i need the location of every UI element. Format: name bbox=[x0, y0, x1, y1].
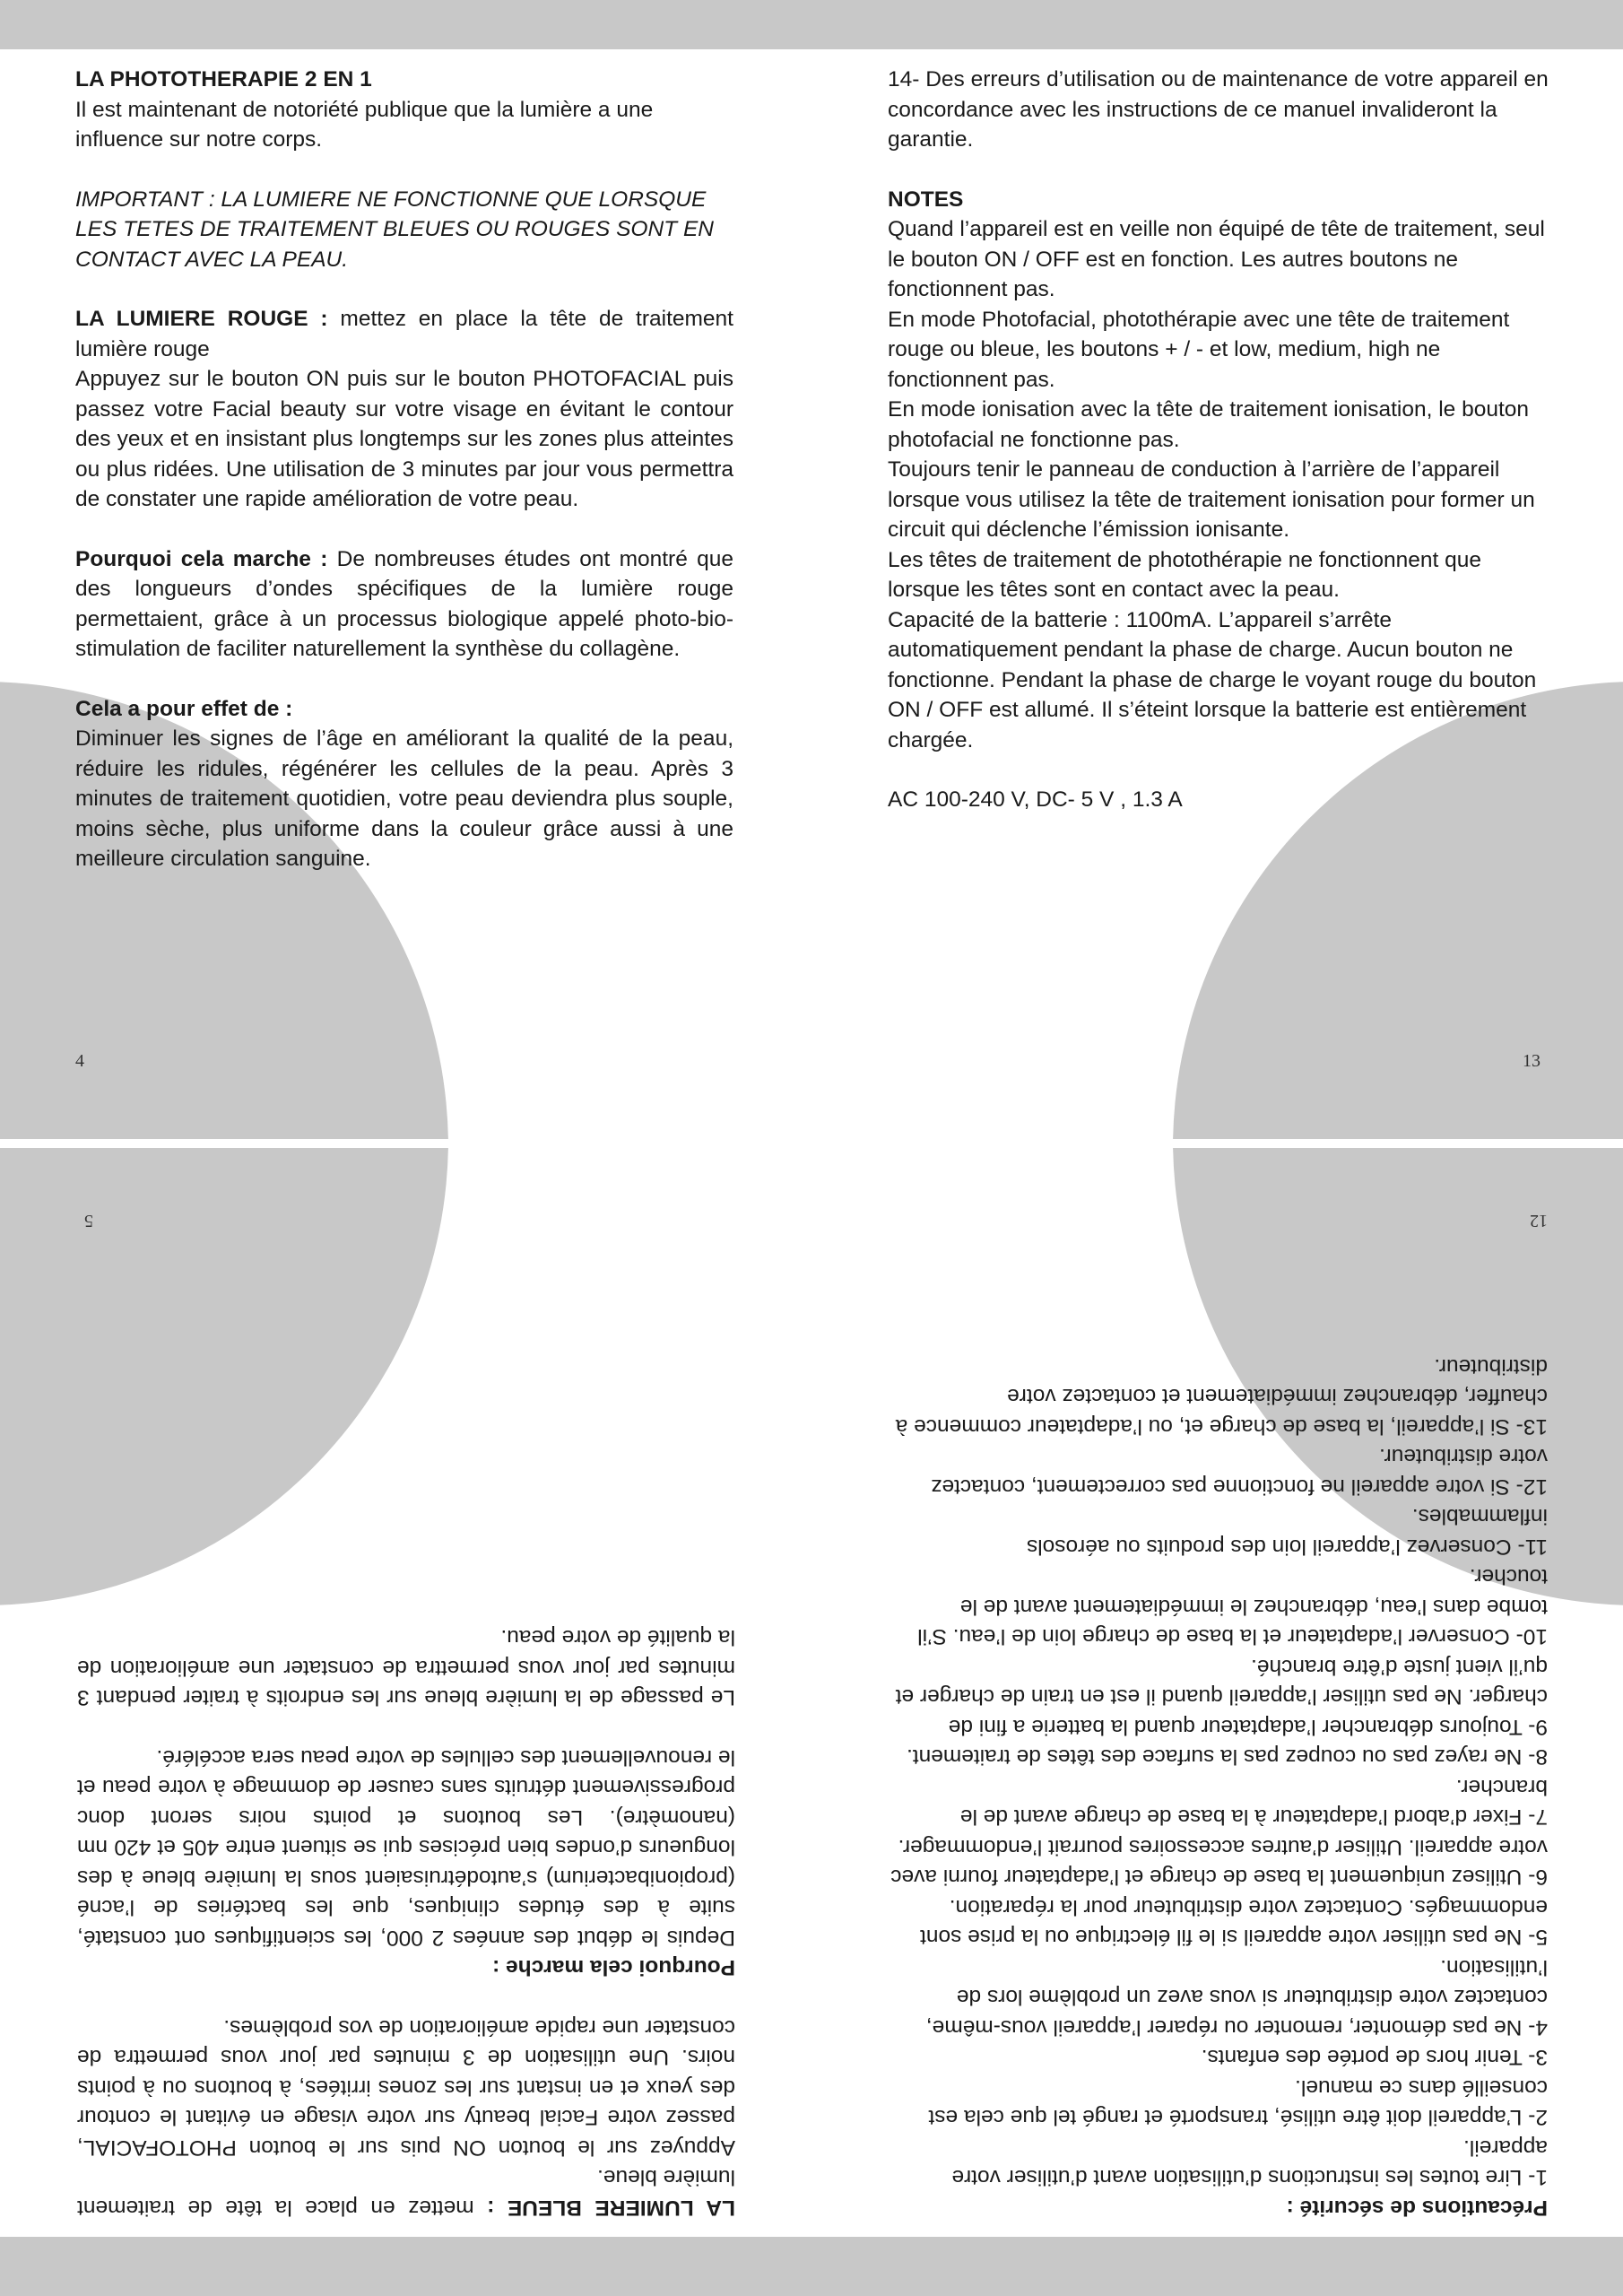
page-number-13: 13 bbox=[1523, 1051, 1541, 1071]
red-light-setup: mettez en place la tête de traitement lumière rouge bbox=[75, 307, 733, 361]
precaution-item: 10- Conserver l’adaptateur et la base de charge loin de l’eau. S’il tombe dans l’eau, débranchez le immédiatement avant de le toucher. bbox=[917, 1564, 1548, 1649]
precautions-heading: Précautions de sécurité : bbox=[1286, 2196, 1548, 2220]
blue-light-setup: mettez en place la tête de traitement lumière bleue. bbox=[77, 2165, 735, 2220]
note-item: Quand l’appareil est en veille non équipé de tête de traitement, seul le bouton ON / OFF est en fonction. Les autres boutons ne fonctionnent pas. bbox=[888, 217, 1545, 301]
red-light-heading: LA LUMIERE ROUGE : bbox=[75, 307, 328, 331]
page-4-column bbox=[75, 65, 733, 904]
precaution-item: 1- Lire toutes les instructions d’utilisation avant d’utiliser votre appareil. bbox=[951, 2135, 1548, 2190]
phototherapie-title: LA PHOTOTHERAPIE 2 EN 1 bbox=[75, 67, 372, 91]
blue-light-section bbox=[77, 2013, 735, 2223]
precaution-item: 7- Fixer d’abord l’adaptateur à la base de charge avant de le brancher. bbox=[959, 1775, 1548, 1830]
precaution-item: 3- Tenir hors de portée des enfants. bbox=[1201, 2045, 1548, 2070]
precaution-item: 4- Ne pas démonter, remonter ou réparer l’appareil vous-même, contactez votre distributeur si vous avez un problème lors de l’utilisation. bbox=[925, 1955, 1548, 2039]
precaution-item: 8- Ne rayez pas ou coupez pas la surface des têtes de traitement. bbox=[907, 1744, 1548, 1770]
important-note: IMPORTANT : LA LUMIERE NE FONCTIONNE QUE LORSQUE LES TETES DE TRAITEMENT BLEUES OU ROUGES SONT EN CONTACT AVEC LA PEAU. bbox=[75, 187, 714, 272]
precaution-item: 5- Ne pas utiliser votre appareil si le fil électrique ou la prise sont endommagés. Contactez votre distributeur pour la réparation. bbox=[920, 1895, 1548, 1950]
fold-line bbox=[0, 1139, 1623, 1148]
red-why-text: De nombreuses études ont montré que des longueurs d’ondes spécifiques de la lumière rouge permettaient, grâce à un processus biologique appelé photo-bio-stimulation de faciliter naturellement la synthèse du collagène. bbox=[75, 546, 734, 661]
note-item: En mode Photofacial, photothérapie avec une tête de traitement rouge ou bleue, les boutons + / - et low, medium, high ne fonctionnent pas. bbox=[888, 307, 1510, 392]
notes-heading: NOTES bbox=[888, 187, 964, 212]
page-5-column bbox=[77, 1593, 735, 2222]
page-12-column bbox=[890, 1322, 1548, 2223]
red-why-heading: Pourquoi cela marche : bbox=[75, 546, 328, 571]
blue-why-heading: Pourquoi cela marche : bbox=[492, 1955, 735, 1980]
phototherapie-intro: Il est maintenant de notoriété publique que la lumière a une influence sur notre corps. bbox=[75, 97, 654, 152]
top-spread bbox=[0, 0, 1623, 1139]
red-why-section bbox=[75, 544, 733, 665]
page-13-column bbox=[888, 65, 1551, 845]
red-light-usage: Appuyez sur le bouton ON puis sur le bouton PHOTOFACIAL puis passez votre Facial beauty sur votre visage en évitant le contour des yeux et en insistant plus longtemps sur les zones plus atteintes ou plus ridées. Une utilisation de 3 minutes par jour vous permettra de constater une rapide amélioration de votre peau. bbox=[75, 367, 733, 511]
page-number-12: 12 bbox=[1530, 1211, 1548, 1231]
note-item: Les têtes de traitement de photothérapie ne fonctionnent que lorsque les têtes sont en contact avec la peau. bbox=[888, 547, 1481, 602]
precaution-item: 9- Toujours débrancher l’adaptateur quand la batterie a fini de charger. Ne pas utiliser l’appareil quand il est en train de charger et qu’il vient juste d’être branché. bbox=[895, 1655, 1548, 1739]
page-number-5: 5 bbox=[84, 1211, 93, 1231]
precaution-item: 2- L’appareil doit être utilisé, transporté et rangé tel que cela est conseillé dans ce manuel. bbox=[928, 2075, 1548, 2130]
bottom-spread-upside-down bbox=[0, 1148, 1623, 2287]
warranty-item-14: 14- Des erreurs d’utilisation ou de maintenance de votre appareil en concordance avec les instructions de ce manuel invalideront la garantie. bbox=[888, 67, 1549, 152]
note-item: Capacité de la batterie : 1100mA. L’appareil s’arrête automatiquement pendant la phase de charge. Aucun bouton ne fonctionne. Pendant la phase de charge le voyant rouge du bouton ON / OFF est allumé. Il s’éteint lorsque la batterie est entièrement chargée. bbox=[888, 607, 1537, 752]
precaution-item: 12- Si votre appareil ne fonctionne pas correctement, contactez votre distributeur. bbox=[931, 1444, 1548, 1499]
precautions-section bbox=[890, 1352, 1548, 2223]
blue-light-usage: Appuyez sur le bouton ON puis sur le bouton PHOTOFACIAL, passez votre Facial beauty sur votre visage en évitant le contour des yeux et en instant sur les zones irritées, à boutons ou à points noirs. Une utilisation de 3 minutes par jour vous permettra de constater une rapide amélioration de vos problèmes. bbox=[77, 2015, 735, 2160]
precaution-item: 13- Si l’appareil, la base de charge et, ou l’adaptateur commence à chauffer, débranchez immédiatement et contactez votre distributeur. bbox=[895, 1354, 1548, 1439]
power-spec: AC 100-240 V, DC- 5 V , 1.3 A bbox=[888, 787, 1183, 812]
precaution-item: 6- Utilisez uniquement la base de charge et l’adaptateur fourni avec votre appareil. Utiliser d’autres accessoires pourrait l’endommager. bbox=[890, 1835, 1548, 1890]
red-light-section bbox=[75, 304, 733, 515]
note-item: En mode ionisation avec la tête de traitement ionisation, le bouton photofacial ne fonctionne pas. bbox=[888, 397, 1530, 452]
blue-passage-text: Le passage de la lumière bleue sur les endroits à traiter pendant 3 minutes par jour vous permettra de constater une amélioration de la qualité de votre peau. bbox=[77, 1625, 735, 1710]
blue-light-heading: LA LUMIERE BLEUE : bbox=[487, 2196, 735, 2220]
precaution-item: 11- Conservez l’appareil loin des produits ou aérosols inflammables. bbox=[1026, 1504, 1548, 1559]
blue-why-text: Depuis le début des années 2 000, les scientifiques ont constaté, suite à des études cliniques, que les bactéries de l’acné (propionibacterium) s’autodétruisaient sous la lumière bleue à des longueurs d’ondes bien précises qui se situent entre 405 et 420 nm (nanomètre). Les boutons et points noirs seront donc progressivement détruits sans causer de dommage à votre peau et le renouvellement des cellules de votre peau sera accéléré. bbox=[77, 1745, 735, 1950]
effect-text: Diminuer les signes de l’âge en améliorant la qualité de la peau, réduire les ridules, régénérer les cellules de la peau. Après 3 minutes de traitement quotidien, votre peau deviendra plus souple, moins sèche, plus uniforme dans la couleur grâce aussi à une meilleure circulation sanguine. bbox=[75, 726, 733, 871]
effect-heading: Cela a pour effet de : bbox=[75, 696, 293, 721]
notes-section bbox=[888, 185, 1551, 756]
page-number-4: 4 bbox=[75, 1051, 84, 1071]
blue-why-section bbox=[77, 1743, 735, 1983]
effect-section bbox=[75, 694, 733, 874]
note-item: Toujours tenir le panneau de conduction à l’arrière de l’appareil lorsque vous utilisez la tête de traitement ionisation pour former un circuit qui déclenche l’émission ionisante. bbox=[888, 457, 1535, 542]
